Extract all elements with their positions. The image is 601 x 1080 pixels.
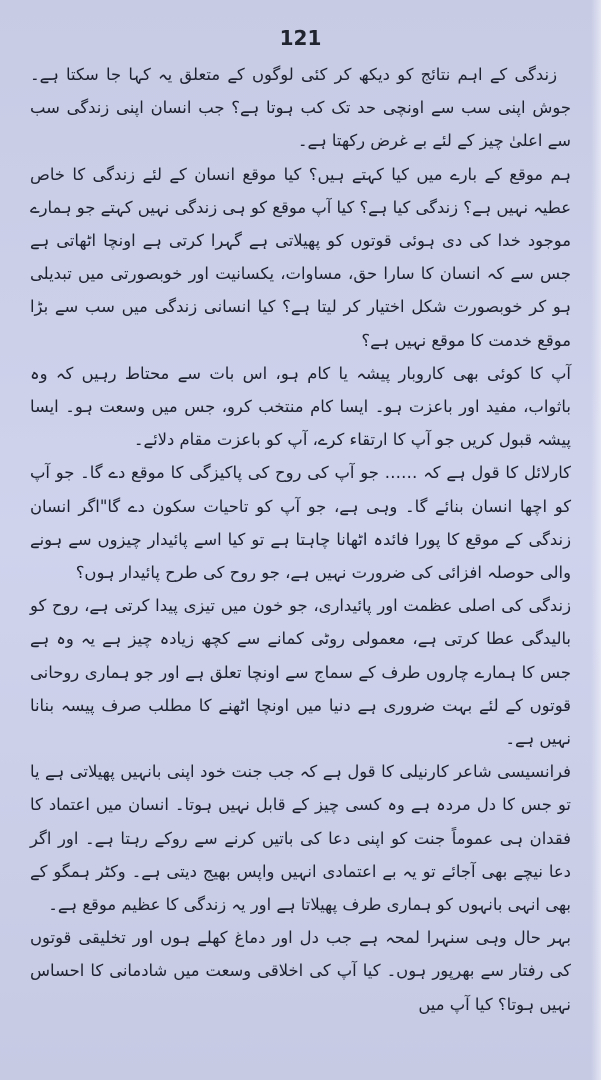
paragraph-3: آپ کا کوئی بھی کاروبار پیشہ یا کام ہو، اس بات سے محتاط رہیں کہ وہ باثواب، مفید اور باعزت ہو۔ ایسا کام منتخب کرو، جس میں وسعت ہو۔ ایسا پیشہ قبول کریں جو آپ کا ارتقاء کرے، آپ کو باعزت مقام دلائے۔ [30, 363, 571, 450]
paragraph-1: زندگی کے اہم نتائج کو دیکھ کر کئی لوگوں کے متعلق یہ کہا جا سکتا ہے۔ جوش اپنی سب سے اونچی حد تک کب ہوتا ہے؟ جب انسان اپنی زندگی سب سے اعلیٰ چیز کے لئے بے غرض رکھتا ہے۔ [30, 65, 571, 151]
page-number: 121 [279, 26, 322, 50]
paragraph-6: فرانسیسی شاعر کارنیلی کا قول ہے کہ جب جنت خود اپنی بانہیں پھیلاتی ہے یا تو جس کا دل مردہ ہے وہ کسی چیز کے قابل نہیں ہوتا۔ انسان میں اعتماد کا فقدان ہی عموماً جنت کو اپنی دعا کی باتیں کرنے سے روکے رہتا ہے۔ اور اگر دعا نیچے بھی آجائے تو یہ بے اعتمادی انہیں واپس بھیج دیتی ہے۔ وکٹر ہمگو کے بھی انہی بانہوں کو ہماری طرف پھیلاتا ہے اور یہ زندگی کا عظیم موقع ہے۔ [30, 762, 571, 915]
paragraph-4: کارلائل کا قول ہے کہ …… جو آپ کی روح کی پاکیزگی کا موقع دے گا۔ جو آپ کو اچھا انسان بنائے گا۔ وہی ہے، جو آپ کو تاحیات سکون دے گا"اگر انسان زندگی کے موقع کا پورا فائدہ اٹھانا چاہتا ہے تو کیا اسے پائیدار چیزوں سے ہونے والی حوصلہ افزائی کی ضرورت نہیں ہے، جو روح کی طرح پائیدار ہوں؟ [30, 463, 571, 583]
page-edge [591, 0, 601, 1080]
paragraph-5: زندگی کی اصلی عظمت اور پائیداری، جو خون میں تیزی پیدا کرتی ہے، روح کو بالیدگی عطا کرتی ہے، معمولی روٹی کمانے سے کچھ زیادہ چیز ہے یہ وہ ہے جس کا ہمارے چاروں طرف کے سماج سے اونچا تعلق ہے اور جو ہماری روحانی قوتوں کے لئے بہت ضروری ہے دنیا میں اونچا اٹھنے کا مطلب صرف پیسہ بنانا نہیں ہے۔ [30, 596, 571, 749]
page-body [30, 58, 571, 1021]
paragraph-2: ہم موقع کے بارے میں کیا کہتے ہیں؟ کیا موقع انسان کے لئے زندگی کا خاص عطیہ نہیں ہے؟ زندگی کیا ہے؟ کیا آپ موقع کو ہی زندگی نہیں کہتے جو ہمارے موجود خدا کی دی ہوئی قوتوں کو پھیلاتی ہے گہرا کرتی ہے اونچا اٹھاتی ہے جس سے کہ انسان کا سارا حق، مساوات، یکسانیت اور خوبصورتی میں تبدیلی ہو کر خوبصورت شکل اختیار کر لیتا ہے؟ کیا انسانی زندگی میں سب سے بڑا موقع خدمت کا موقع نہیں ہے؟ [30, 164, 571, 350]
paragraph-7: بہر حال وہی سنہرا لمحہ ہے جب دل اور دماغ کھلے ہوں اور تخلیقی قوتوں کی رفتار سے بھرپور ہوں۔ کیا آپ کی اخلاقی وسعت میں شادمانی کا احساس نہیں ہوتا؟ کیا آپ میں [30, 928, 571, 1014]
